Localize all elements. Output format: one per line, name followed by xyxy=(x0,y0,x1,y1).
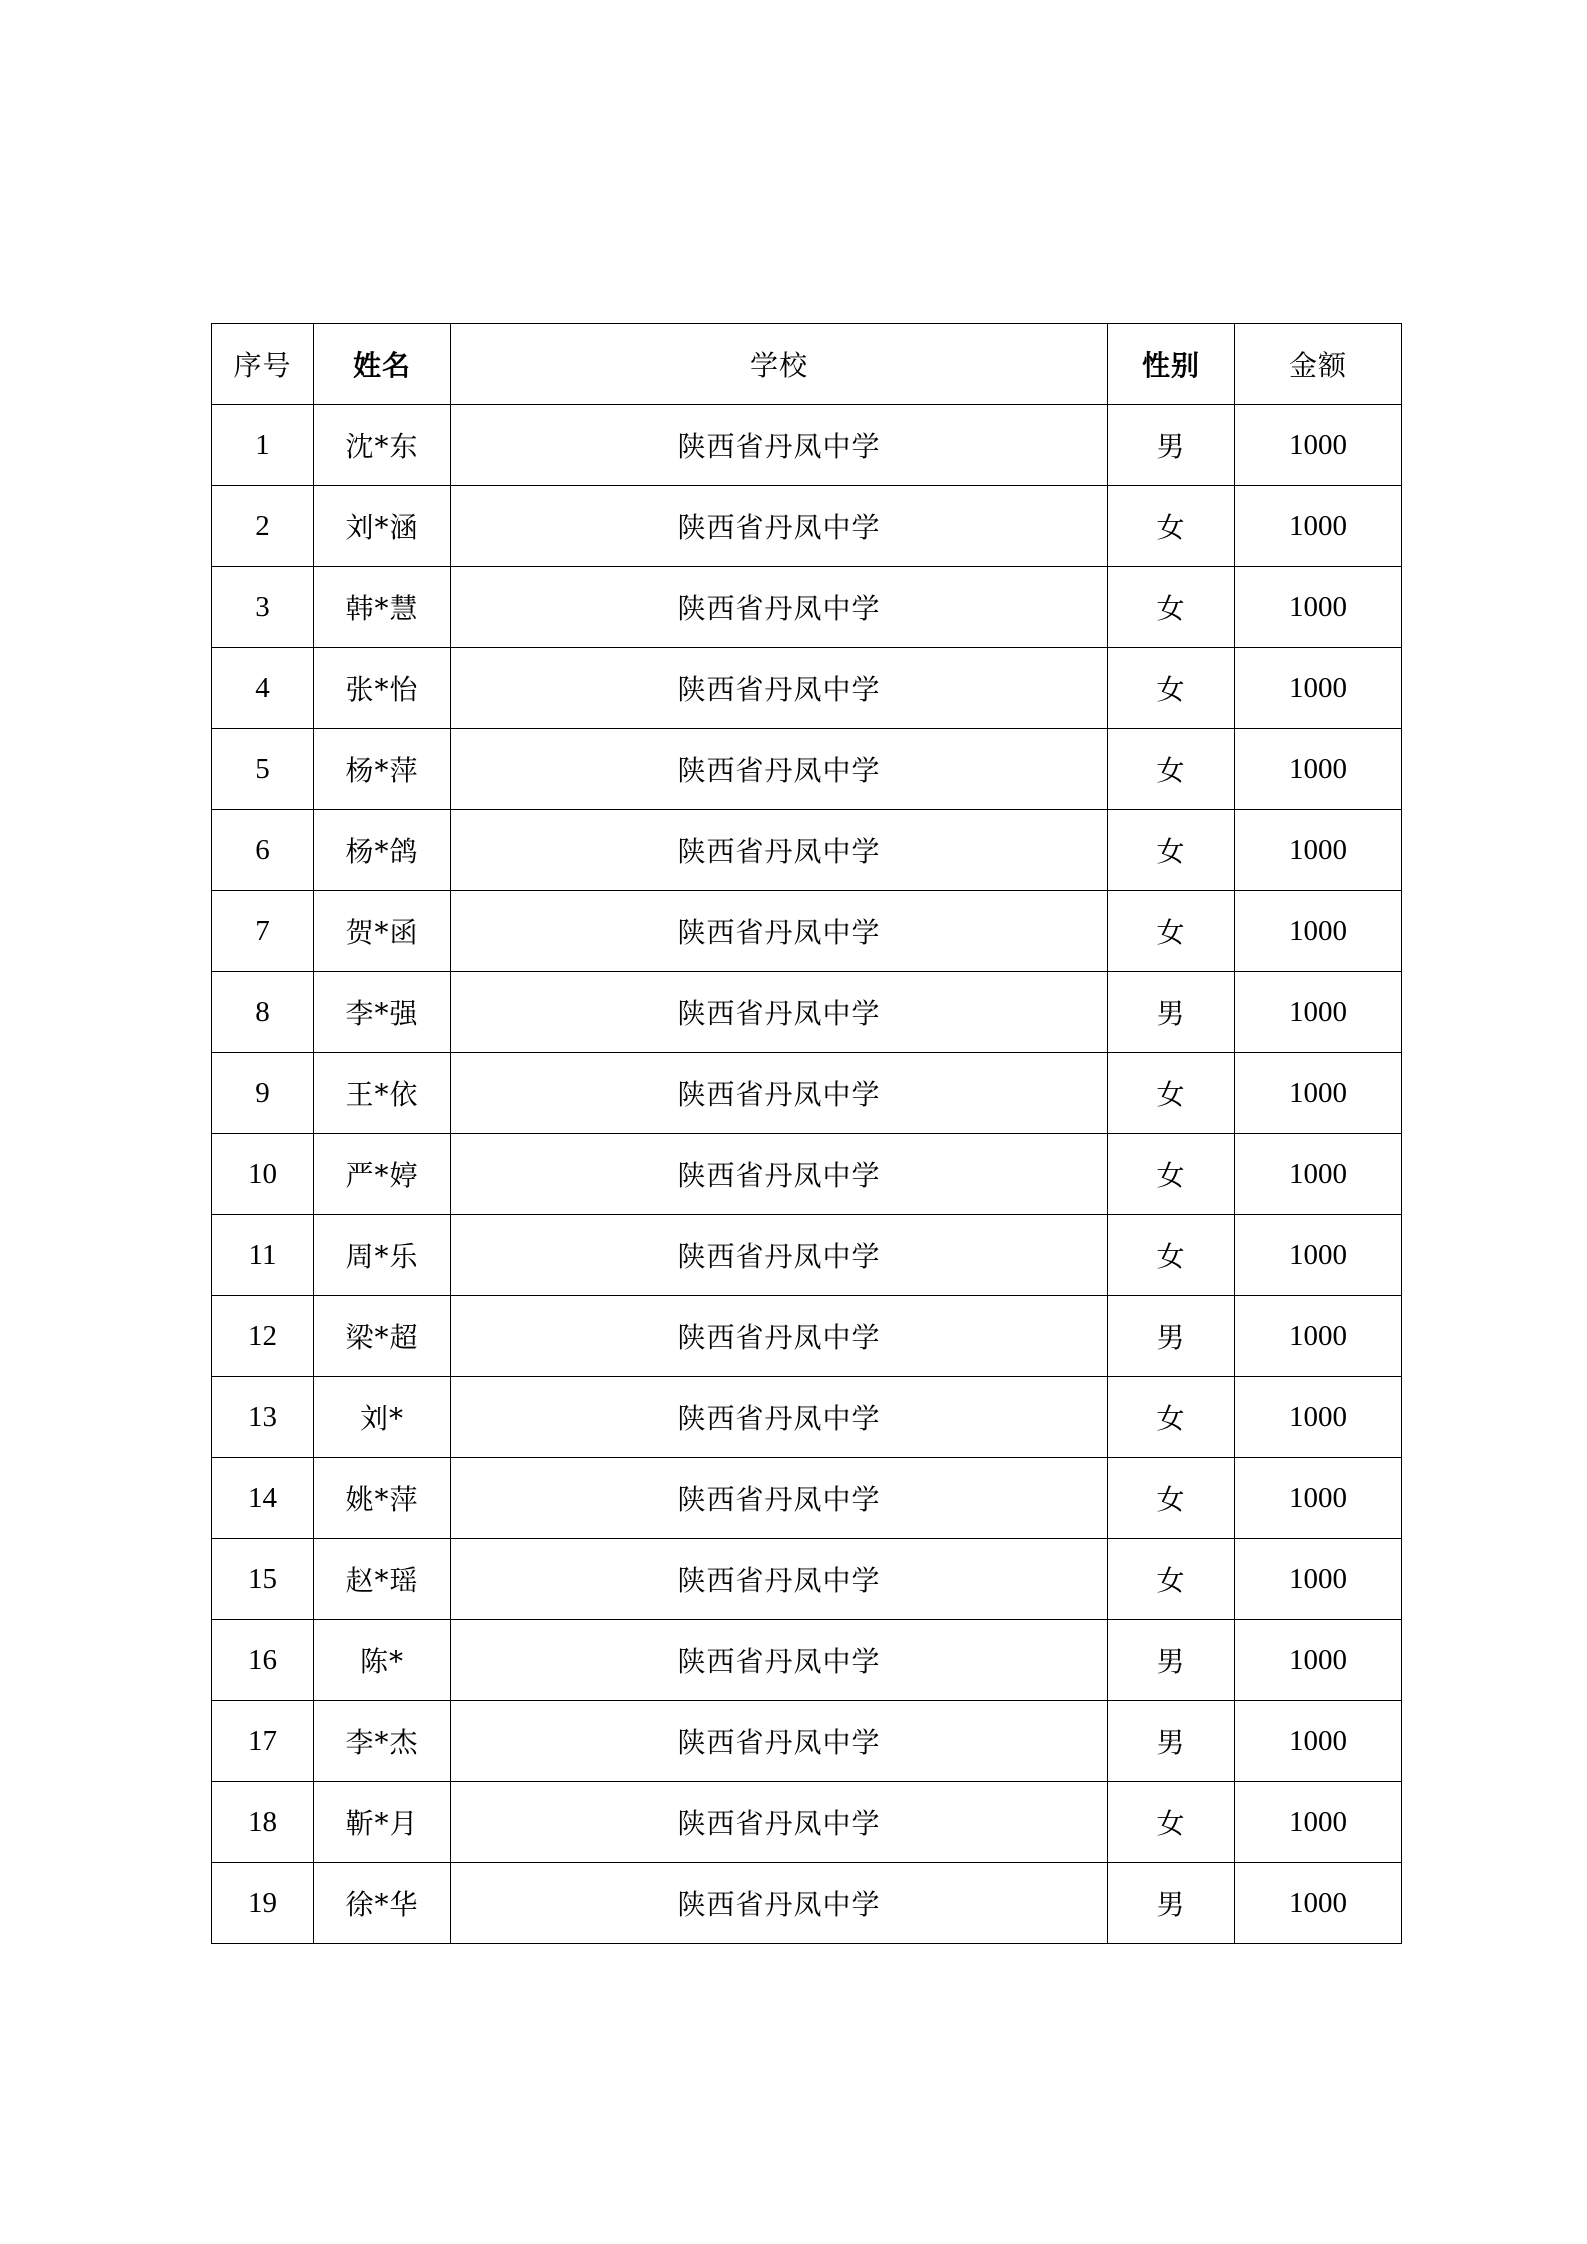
cell-no: 9 xyxy=(212,1053,314,1134)
cell-no: 11 xyxy=(212,1215,314,1296)
cell-amount: 1000 xyxy=(1235,891,1402,972)
scholarship-table-container xyxy=(211,323,1401,1944)
cell-school: 陕西省丹凤中学 xyxy=(451,972,1108,1053)
cell-name: 梁*超 xyxy=(314,1296,451,1377)
cell-school: 陕西省丹凤中学 xyxy=(451,810,1108,891)
cell-no: 2 xyxy=(212,486,314,567)
cell-name: 李*强 xyxy=(314,972,451,1053)
cell-amount: 1000 xyxy=(1235,1377,1402,1458)
cell-name: 杨*鸽 xyxy=(314,810,451,891)
cell-no: 19 xyxy=(212,1863,314,1944)
cell-no: 18 xyxy=(212,1782,314,1863)
cell-gender: 女 xyxy=(1108,1134,1235,1215)
cell-no: 10 xyxy=(212,1134,314,1215)
table-row xyxy=(212,891,1402,972)
cell-name: 姚*萍 xyxy=(314,1458,451,1539)
cell-no: 1 xyxy=(212,405,314,486)
cell-no: 12 xyxy=(212,1296,314,1377)
table-row xyxy=(212,1134,1402,1215)
cell-school: 陕西省丹凤中学 xyxy=(451,648,1108,729)
cell-school: 陕西省丹凤中学 xyxy=(451,1053,1108,1134)
table-row xyxy=(212,1782,1402,1863)
cell-gender: 女 xyxy=(1108,1053,1235,1134)
cell-name: 徐*华 xyxy=(314,1863,451,1944)
cell-gender: 女 xyxy=(1108,648,1235,729)
cell-name: 贺*函 xyxy=(314,891,451,972)
cell-no: 14 xyxy=(212,1458,314,1539)
cell-amount: 1000 xyxy=(1235,1053,1402,1134)
cell-school: 陕西省丹凤中学 xyxy=(451,1215,1108,1296)
table-row xyxy=(212,1620,1402,1701)
cell-amount: 1000 xyxy=(1235,1215,1402,1296)
cell-name: 周*乐 xyxy=(314,1215,451,1296)
table-row xyxy=(212,972,1402,1053)
cell-no: 13 xyxy=(212,1377,314,1458)
cell-no: 3 xyxy=(212,567,314,648)
cell-school: 陕西省丹凤中学 xyxy=(451,1134,1108,1215)
table-row xyxy=(212,1296,1402,1377)
cell-amount: 1000 xyxy=(1235,1539,1402,1620)
header-no: 序号 xyxy=(212,324,314,405)
cell-name: 刘*涵 xyxy=(314,486,451,567)
cell-amount: 1000 xyxy=(1235,729,1402,810)
table-row xyxy=(212,1377,1402,1458)
table-row xyxy=(212,486,1402,567)
table-row xyxy=(212,648,1402,729)
cell-school: 陕西省丹凤中学 xyxy=(451,1458,1108,1539)
cell-name: 李*杰 xyxy=(314,1701,451,1782)
cell-amount: 1000 xyxy=(1235,1782,1402,1863)
cell-gender: 男 xyxy=(1108,1296,1235,1377)
header-amount: 金额 xyxy=(1235,324,1402,405)
cell-name: 杨*萍 xyxy=(314,729,451,810)
cell-name: 张*怡 xyxy=(314,648,451,729)
cell-name: 陈* xyxy=(314,1620,451,1701)
cell-gender: 女 xyxy=(1108,1377,1235,1458)
cell-no: 16 xyxy=(212,1620,314,1701)
cell-no: 17 xyxy=(212,1701,314,1782)
cell-no: 15 xyxy=(212,1539,314,1620)
table-row xyxy=(212,1701,1402,1782)
cell-school: 陕西省丹凤中学 xyxy=(451,1863,1108,1944)
cell-gender: 男 xyxy=(1108,1863,1235,1944)
table-row xyxy=(212,405,1402,486)
cell-school: 陕西省丹凤中学 xyxy=(451,891,1108,972)
cell-school: 陕西省丹凤中学 xyxy=(451,1296,1108,1377)
cell-amount: 1000 xyxy=(1235,1863,1402,1944)
cell-no: 7 xyxy=(212,891,314,972)
cell-school: 陕西省丹凤中学 xyxy=(451,1620,1108,1701)
cell-name: 沈*东 xyxy=(314,405,451,486)
cell-name: 靳*月 xyxy=(314,1782,451,1863)
cell-school: 陕西省丹凤中学 xyxy=(451,567,1108,648)
cell-name: 严*婷 xyxy=(314,1134,451,1215)
table-row xyxy=(212,567,1402,648)
cell-name: 王*依 xyxy=(314,1053,451,1134)
cell-gender: 女 xyxy=(1108,486,1235,567)
cell-amount: 1000 xyxy=(1235,1701,1402,1782)
header-gender: 性别 xyxy=(1108,324,1235,405)
cell-school: 陕西省丹凤中学 xyxy=(451,729,1108,810)
cell-amount: 1000 xyxy=(1235,1296,1402,1377)
cell-name: 刘* xyxy=(314,1377,451,1458)
cell-amount: 1000 xyxy=(1235,972,1402,1053)
cell-gender: 男 xyxy=(1108,1701,1235,1782)
cell-amount: 1000 xyxy=(1235,486,1402,567)
header-name: 姓名 xyxy=(314,324,451,405)
cell-name: 韩*慧 xyxy=(314,567,451,648)
cell-gender: 女 xyxy=(1108,729,1235,810)
cell-name: 赵*瑶 xyxy=(314,1539,451,1620)
cell-gender: 男 xyxy=(1108,1620,1235,1701)
table-row xyxy=(212,1215,1402,1296)
cell-amount: 1000 xyxy=(1235,1620,1402,1701)
cell-amount: 1000 xyxy=(1235,810,1402,891)
cell-school: 陕西省丹凤中学 xyxy=(451,1377,1108,1458)
cell-gender: 男 xyxy=(1108,972,1235,1053)
cell-school: 陕西省丹凤中学 xyxy=(451,486,1108,567)
cell-no: 4 xyxy=(212,648,314,729)
scholarship-table xyxy=(211,323,1402,1944)
cell-school: 陕西省丹凤中学 xyxy=(451,1701,1108,1782)
table-row xyxy=(212,729,1402,810)
table-row xyxy=(212,1053,1402,1134)
cell-amount: 1000 xyxy=(1235,1134,1402,1215)
cell-gender: 女 xyxy=(1108,1782,1235,1863)
cell-no: 8 xyxy=(212,972,314,1053)
cell-amount: 1000 xyxy=(1235,1458,1402,1539)
table-header-row xyxy=(212,324,1402,405)
cell-no: 5 xyxy=(212,729,314,810)
cell-gender: 女 xyxy=(1108,1458,1235,1539)
cell-gender: 女 xyxy=(1108,1539,1235,1620)
cell-school: 陕西省丹凤中学 xyxy=(451,1539,1108,1620)
cell-school: 陕西省丹凤中学 xyxy=(451,1782,1108,1863)
cell-school: 陕西省丹凤中学 xyxy=(451,405,1108,486)
cell-no: 6 xyxy=(212,810,314,891)
cell-gender: 女 xyxy=(1108,810,1235,891)
cell-gender: 女 xyxy=(1108,891,1235,972)
table-row xyxy=(212,1863,1402,1944)
cell-gender: 男 xyxy=(1108,405,1235,486)
cell-gender: 女 xyxy=(1108,567,1235,648)
table-row xyxy=(212,810,1402,891)
cell-gender: 女 xyxy=(1108,1215,1235,1296)
table-row xyxy=(212,1458,1402,1539)
table-body xyxy=(212,405,1402,1944)
table-row xyxy=(212,1539,1402,1620)
header-school: 学校 xyxy=(451,324,1108,405)
cell-amount: 1000 xyxy=(1235,405,1402,486)
cell-amount: 1000 xyxy=(1235,648,1402,729)
cell-amount: 1000 xyxy=(1235,567,1402,648)
